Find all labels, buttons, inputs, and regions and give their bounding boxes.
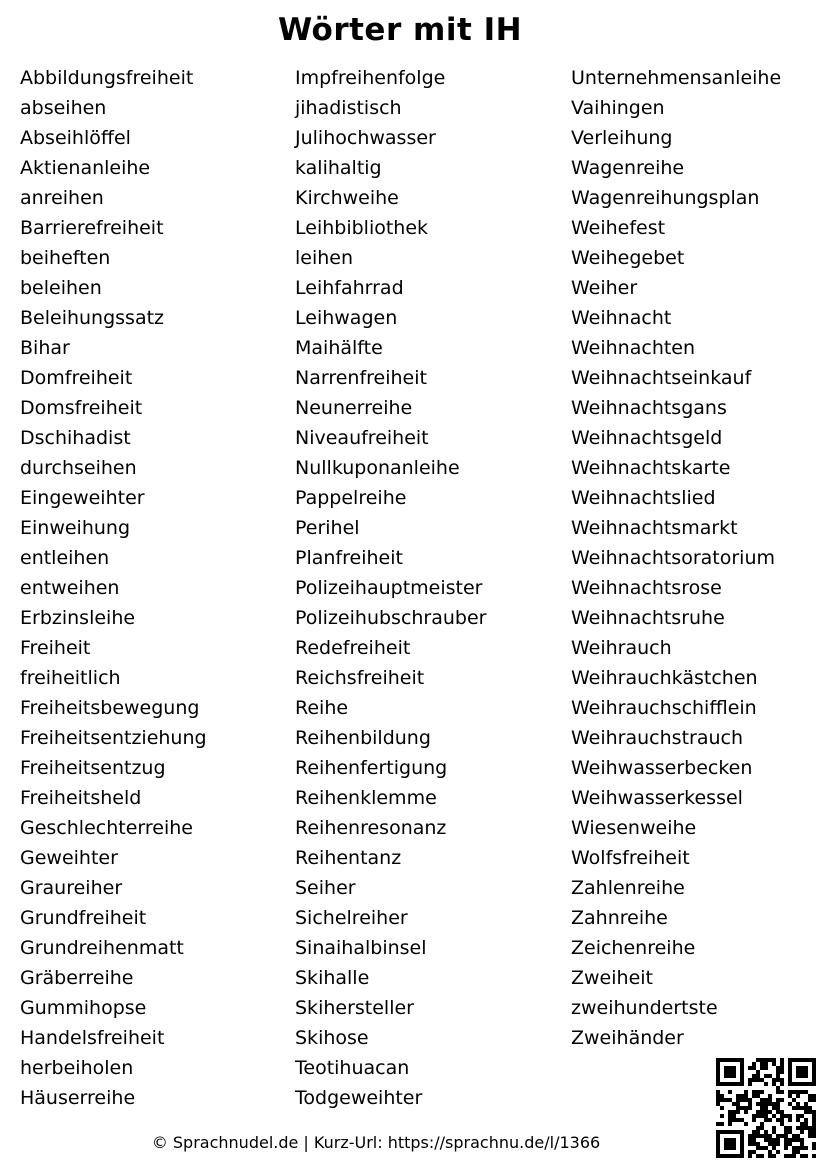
word-item: Geweihter: [20, 847, 118, 869]
word-item: Weihwasserbecken: [571, 757, 753, 779]
word-item: Domsfreiheit: [20, 397, 143, 419]
word-item: Bihar: [20, 337, 70, 359]
word-item: Weihrauch: [571, 637, 672, 659]
word-item: beiheften: [20, 247, 111, 269]
word-item: Häuserreihe: [20, 1087, 136, 1109]
word-item: Freiheit: [20, 637, 91, 659]
word-item: Weihefest: [571, 217, 666, 239]
word-item: Skihose: [295, 1027, 369, 1049]
word-item: Weihnachtsoratorium: [571, 547, 775, 569]
word-column-1: [20, 63, 207, 1113]
word-item: leihen: [295, 247, 354, 269]
word-item: Weihnachtsgans: [571, 397, 727, 419]
word-item: Leihfahrrad: [295, 277, 404, 299]
word-item: Weihrauchschifflein: [571, 697, 757, 719]
word-item: Dschihadist: [20, 427, 131, 449]
word-item: Wagenreihe: [571, 157, 685, 179]
word-item: Weihrauchkästchen: [571, 667, 758, 689]
word-item: Weihnachtsmarkt: [571, 517, 738, 539]
word-item: Reihenbildung: [295, 727, 431, 749]
word-item: Zahnreihe: [571, 907, 668, 929]
word-item: Zeichenreihe: [571, 937, 696, 959]
word-item: Kirchweihe: [295, 187, 399, 209]
word-item: abseihen: [20, 97, 107, 119]
word-item: Polizeihauptmeister: [295, 577, 483, 599]
word-item: entweihen: [20, 577, 120, 599]
word-item: Weihnachtskarte: [571, 457, 731, 479]
word-item: Perihel: [295, 517, 360, 539]
word-item: Weihnachtsruhe: [571, 607, 725, 629]
word-item: Barrierefreiheit: [20, 217, 164, 239]
word-item: Handelsfreiheit: [20, 1027, 165, 1049]
word-item: freiheitlich: [20, 667, 121, 689]
word-item: Grundreihenmatt: [20, 937, 184, 959]
word-item: Zweiheit: [571, 967, 653, 989]
word-item: Weihnachtslied: [571, 487, 716, 509]
word-item: Skihalle: [295, 967, 370, 989]
word-item: Weihnachtsrose: [571, 577, 722, 599]
word-item: Weihnachten: [571, 337, 696, 359]
word-item: Weihegebet: [571, 247, 685, 269]
word-item: Reihentanz: [295, 847, 402, 869]
word-item: Julihochwasser: [295, 127, 436, 149]
word-item: Grundfreiheit: [20, 907, 147, 929]
word-item: Abbildungsfreiheit: [20, 67, 194, 89]
page-title: Wörter mit IH: [277, 12, 523, 48]
word-item: beleihen: [20, 277, 102, 299]
word-item: Planfreiheit: [295, 547, 403, 569]
word-column-2: [295, 63, 487, 1113]
word-item: Maihälfte: [295, 337, 383, 359]
word-item: Sinaihalbinsel: [295, 937, 427, 959]
word-item: Seiher: [295, 877, 356, 899]
word-item: Impfreihenfolge: [295, 67, 446, 89]
word-item: Freiheitsentziehung: [20, 727, 207, 749]
word-item: Freiheitsbewegung: [20, 697, 200, 719]
word-item: Eingeweihter: [20, 487, 145, 509]
word-item: Wagenreihungsplan: [571, 187, 760, 209]
word-item: zweihundertste: [571, 997, 718, 1019]
word-item: Reihe: [295, 697, 349, 719]
word-item: Skihersteller: [295, 997, 414, 1019]
word-item: Zweihänder: [571, 1027, 684, 1049]
word-item: Weihnacht: [571, 307, 672, 329]
word-item: Narrenfreiheit: [295, 367, 427, 389]
word-item: jihadistisch: [295, 97, 402, 119]
word-item: Redefreiheit: [295, 637, 411, 659]
word-item: Gummihopse: [20, 997, 147, 1019]
word-item: Pappelreihe: [295, 487, 407, 509]
qr-code-icon: [716, 1058, 816, 1158]
word-item: Reihenresonanz: [295, 817, 447, 839]
word-item: Sichelreiher: [295, 907, 408, 929]
word-item: Verleihung: [571, 127, 673, 149]
word-item: Weihnachtseinkauf: [571, 367, 752, 389]
word-item: Neunerreihe: [295, 397, 413, 419]
word-item: Einweihung: [20, 517, 131, 539]
word-item: Beleihungssatz: [20, 307, 165, 329]
word-item: Todgeweihter: [295, 1087, 423, 1109]
word-item: Weihwasserkessel: [571, 787, 743, 809]
word-item: Aktienanleihe: [20, 157, 151, 179]
word-item: Weihrauchstrauch: [571, 727, 744, 749]
word-item: Freiheitsentzug: [20, 757, 166, 779]
word-item: Zahlenreihe: [571, 877, 685, 899]
word-item: Reihenfertigung: [295, 757, 448, 779]
word-item: herbeiholen: [20, 1057, 134, 1079]
word-item: Graureiher: [20, 877, 123, 899]
word-item: Gräberreihe: [20, 967, 134, 989]
word-item: Freiheitsheld: [20, 787, 142, 809]
word-item: entleihen: [20, 547, 110, 569]
word-item: Weiher: [571, 277, 638, 299]
word-item: Abseihlöffel: [20, 127, 131, 149]
word-item: Nullkuponanleihe: [295, 457, 460, 479]
footer-credit: © Sprachnudel.de | Kurz-Url: https://sprachnu.de/l/1366: [151, 1133, 601, 1152]
word-item: Weihnachtsgeld: [571, 427, 723, 449]
word-item: kalihaltig: [295, 157, 382, 179]
word-column-3: [571, 63, 781, 1053]
word-item: Reihenklemme: [295, 787, 437, 809]
word-item: Wolfsfreiheit: [571, 847, 690, 869]
word-item: Leihbibliothek: [295, 217, 429, 239]
word-item: anreihen: [20, 187, 104, 209]
word-item: Erbzinsleihe: [20, 607, 136, 629]
word-item: Teotihuacan: [295, 1057, 410, 1079]
word-item: Wiesenweihe: [571, 817, 697, 839]
word-item: Unternehmensanleihe: [571, 67, 782, 89]
word-item: Domfreiheit: [20, 367, 133, 389]
word-item: Reichsfreiheit: [295, 667, 425, 689]
word-item: Vaihingen: [571, 97, 665, 119]
word-item: durchseihen: [20, 457, 137, 479]
word-item: Niveaufreiheit: [295, 427, 429, 449]
word-item: Leihwagen: [295, 307, 398, 329]
word-item: Geschlechterreihe: [20, 817, 193, 839]
word-item: Polizeihubschrauber: [295, 607, 487, 629]
